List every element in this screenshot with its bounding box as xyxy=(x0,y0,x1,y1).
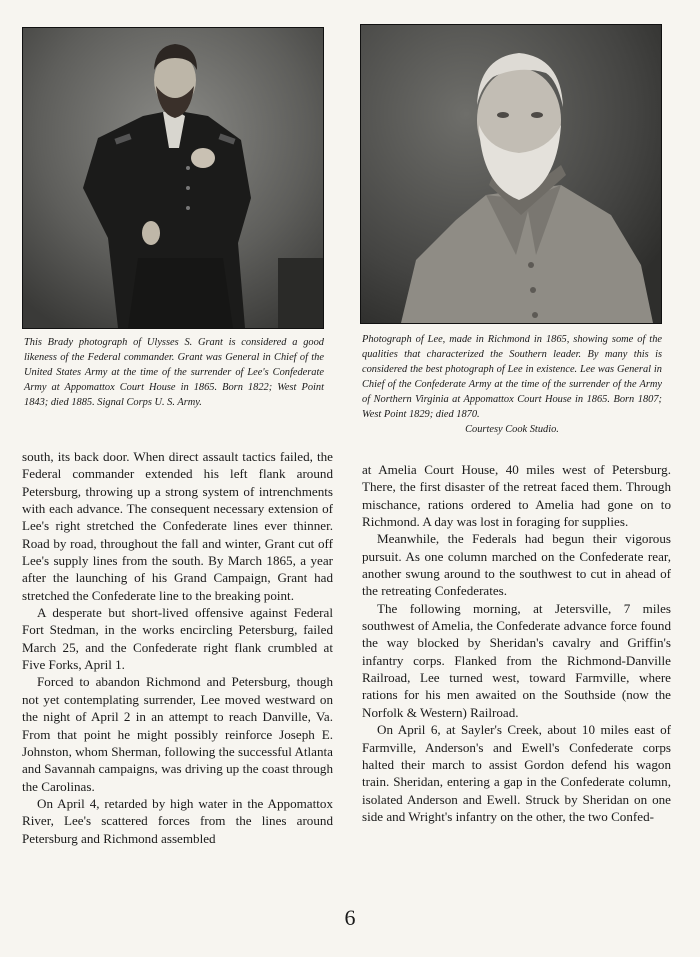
photo-grant xyxy=(22,27,324,329)
grant-portrait-image xyxy=(23,28,323,328)
body-column-left xyxy=(22,448,333,847)
caption-grant: This Brady photograph of Ulysses S. Grant is considered a good likeness of the Federal commander. Grant was General in Chief of the United States Army at the time of the surrender of Lee's Confederate Army at Appomattox Court House in 1865. Born 1822; West Point 1843; died 1885. Signal Corps U. S. Army. xyxy=(24,337,324,408)
paragraph: south, its back door. When direct assault tactics failed, the Federal commander extended his left flank around Petersburg, throwing up a strong system of intrenchments with each advance. The consequent necessary extension of Lee's right stretched the Confederate lines ever thinner. Road by road, throughout the fall and winter, Grant cut off Lee's supply lines from the south. By March 1865, a year after the launching of his Grand Campaign, Grant had stretched the Confederate line to the breaking point. xyxy=(22,449,333,603)
paragraph: Meanwhile, the Federals had begun their vigorous pursuit. As one column marched on the Confederate rear, another swung around to the southwest to cut in ahead of the retreating Confederates. xyxy=(362,531,671,599)
paragraph: A desperate but short-lived offensive against Federal Fort Stedman, in the works encircling Petersburg, failed March 25, and the Confederate right flank crumbled at Five Forks, April 1. xyxy=(22,605,333,673)
paragraph: On April 4, retarded by high water in the Appomattox River, Lee's scattered forces from the lines around Petersburg and Richmond assembled xyxy=(22,795,333,846)
paragraph: Forced to abandon Richmond and Petersburg, though not yet contemplating surrender, Lee moved westward on the night of April 2 in an attempt to reach Danville, Va. From that point he might possibly reinforce Joseph E. Johnston, whom Sherman, following the successful Atlanta and Savannah campaigns, was driving up the coast through the Carolinas. xyxy=(22,674,333,794)
caption-lee-credit: Courtesy Cook Studio. xyxy=(465,424,559,435)
paragraph: On April 6, at Sayler's Creek, about 10 miles east of Farmville, Anderson's and Ewell's Confederate corps halted their march to assist Gordon defend his wagon train. Sheridan, entering a gap in the Confederate column, isolated Anderson and Ewell. Struck by Sheridan on one side and Wright's infantry on the other, the two Confed- xyxy=(362,722,671,824)
paragraph: at Amelia Court House, 40 miles west of Petersburg. There, the first disaster of the retreat faced them. Through mischance, rations ordered to Amelia had gone on to Richmond. A day was lost in foraging for supplies. xyxy=(362,462,671,530)
caption-lee xyxy=(362,332,662,437)
lee-portrait-image xyxy=(361,25,661,323)
photo-lee xyxy=(360,24,662,324)
caption-lee-text: Photograph of Lee, made in Richmond in 1865, showing some of the qualities that characterized the Southern leader. By many this is considered the best photograph of Lee in existence. Lee was General in Chief of the Confederate Army at the time of the surrender of the Army of Northern Virginia at Appomattox Court House in 1865. Born 1807; West Point 1829; died 1870. xyxy=(362,334,662,420)
page-number: 6 xyxy=(344,905,356,930)
paragraph: The following morning, at Jetersville, 7 miles southwest of Amelia, the Confederate advance force found the way blocked by Sheridan's cavalry and Griffin's infantry corps. Flanked from the Richmond-Danville Railroad, Lee turned west, toward Farmville, where rations for his men awaited on the Southside (now the Norfolk & Western) Railroad. xyxy=(362,600,671,720)
body-column-right xyxy=(362,461,671,825)
